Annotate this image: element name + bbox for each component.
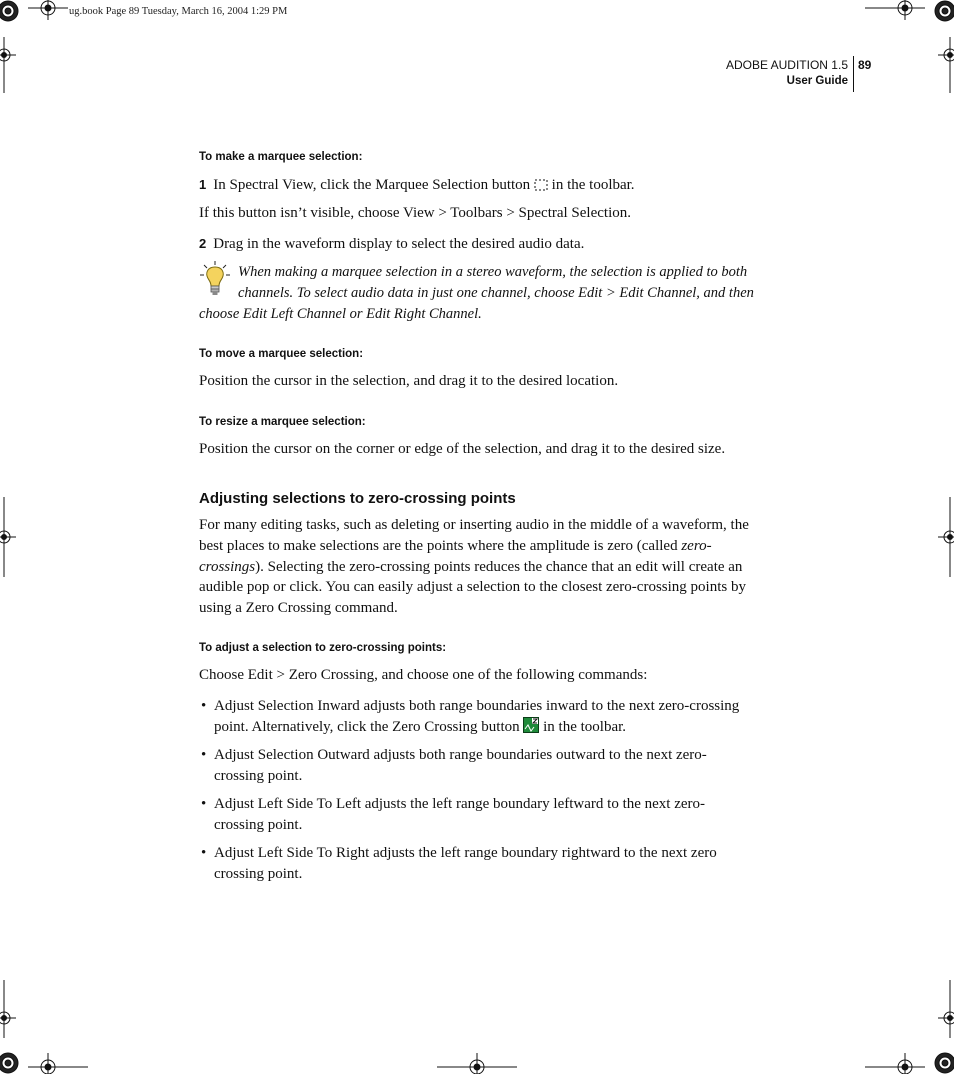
list-item: • Adjust Left Side To Left adjusts the left range boundary leftward to the next zero-crossing point. [199, 794, 755, 836]
step-number: 2 [199, 236, 207, 251]
zc-para-part-1: For many editing tasks, such as deleting or inserting audio in the middle of a waveform, the best places to make selections are the points where the amplitude is zero (called [199, 517, 749, 554]
header-rule [853, 56, 854, 92]
tip-text: When making a marquee selection in a stereo waveform, the selection is applied to both channels. To select audio data in just one channel, choose Edit > Edit Channel, and then choose Edit Left Channel or Edit Right Channel. [199, 264, 754, 322]
list-item: • Adjust Left Side To Right adjusts the left range boundary rightward to the next zero crossing point. [199, 843, 755, 885]
resize-procedure-heading: To resize a marquee selection: [199, 416, 366, 428]
header-title: ADOBE AUDITION 1.5 [725, 58, 848, 72]
step-1-text-end: in the toolbar. [551, 177, 635, 193]
bullet-1-text: Adjust Selection Inward adjusts both range boundaries inward to the next zero-crossing point. Alternatively, click the Zero Crossing button [214, 698, 740, 735]
marquee-procedure-heading: To make a marquee selection: [199, 151, 363, 163]
print-slug: ug.book Page 89 Tuesday, March 16, 2004 1:29 PM [69, 6, 288, 17]
tip-block [199, 262, 755, 324]
zero-crossing-icon [523, 717, 539, 740]
step-1-text: In Spectral View, click the Marquee Selection button [213, 177, 531, 193]
move-procedure-heading: To move a marquee selection: [199, 348, 364, 360]
marquee-selection-icon [534, 177, 548, 198]
adjust-procedure-heading: To adjust a selection to zero-crossing points: [199, 642, 447, 654]
step-1 [199, 175, 755, 198]
list-item [199, 696, 755, 740]
list-item: • Adjust Selection Outward adjusts both range boundaries outward to the next zero-crossing point. [199, 745, 755, 787]
move-text: Position the cursor in the selection, and drag it to the desired location. [199, 373, 619, 389]
zc-para-emphasis: zero-crossings [199, 537, 712, 575]
header-subtitle: User Guide [786, 75, 848, 87]
page-number: 89 [858, 58, 872, 72]
zero-crossing-paragraph [199, 515, 755, 619]
bullet-1-text-end: in the toolbar. [543, 718, 627, 735]
step-2-text: Drag in the waveform display to select the desired audio data. [213, 236, 585, 252]
lightbulb-icon [199, 260, 235, 298]
step-number: 1 [199, 177, 207, 192]
step-2 [199, 234, 755, 255]
step-1-note: If this button isn’t visible, choose View > Toolbars > Spectral Selection. [199, 205, 631, 221]
zero-crossing-heading: Adjusting selections to zero-crossing points [199, 490, 516, 507]
adjust-intro: Choose Edit > Zero Crossing, and choose one of the following commands: [199, 667, 648, 683]
resize-text: Position the cursor on the corner or edge of the selection, and drag it to the desired size. [199, 441, 726, 457]
zc-para-part-2: ). Selecting the zero-crossing points reduces the chance that an edit will create an audible pop or click. You can easily adjust a selection to the closest zero-crossing points by using a Zero Crossing command. [199, 558, 746, 617]
